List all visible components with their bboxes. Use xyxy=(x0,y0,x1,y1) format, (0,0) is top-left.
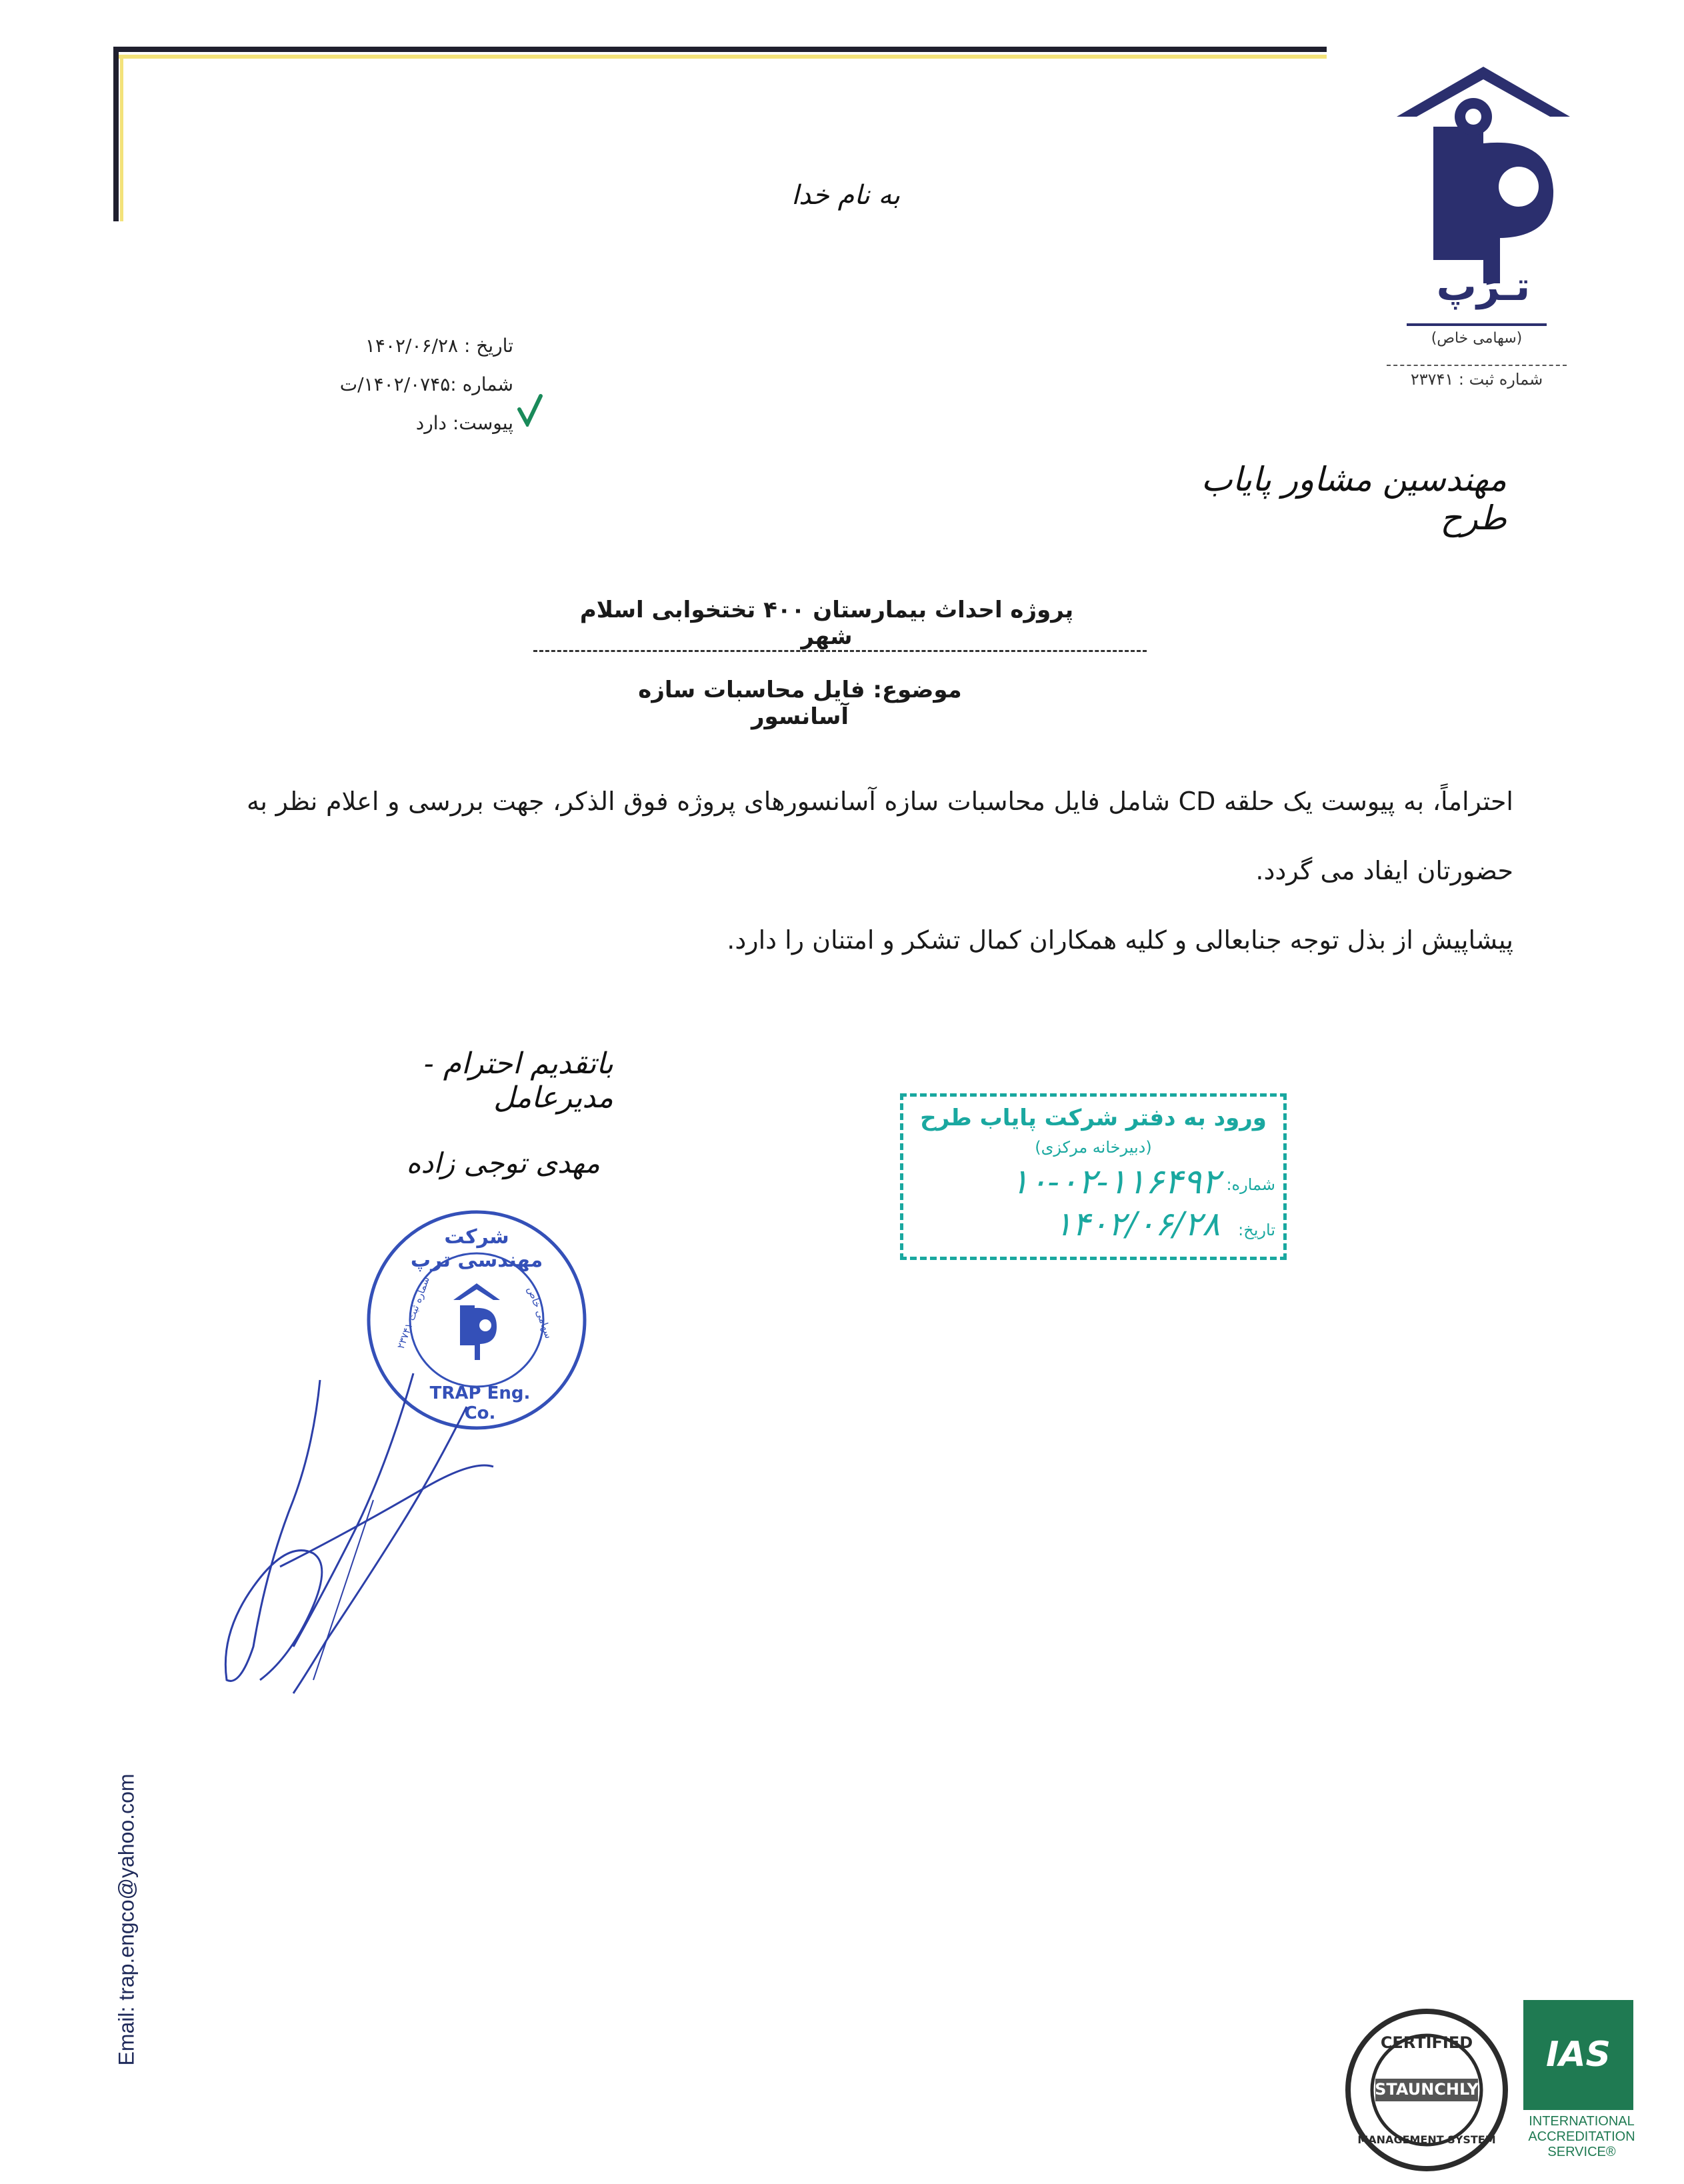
footer-email: Email: trap.engco@yahoo.com xyxy=(114,1773,139,2066)
logo-title: تـرَپ xyxy=(1436,263,1531,310)
ias-line-2: ACCREDITATION xyxy=(1528,2129,1635,2144)
cert-top-text: CERTIFIED xyxy=(1380,2033,1473,2052)
receipt-stamp-subtitle: (دبیرخانه مرکزی) xyxy=(1035,1138,1152,1157)
letterhead-border-yellow xyxy=(119,55,1327,59)
receipt-stamp-title: ورود به دفتر شرکت پایاب طرح xyxy=(920,1105,1267,1131)
certified-badge xyxy=(1343,2007,1510,2173)
trap-logo-mark xyxy=(1393,63,1573,283)
receipt-date-label: تاریخ: xyxy=(1238,1221,1275,1239)
seal-bottom-text: TRAP Eng. Co. xyxy=(429,1383,531,1423)
receipt-number-value: ۱۰-۰۲-۱۱۶۴۹۲ xyxy=(1010,1162,1220,1202)
closing-regards: باتقدیم احترام - مدیرعامل xyxy=(423,1047,613,1115)
letter-attachment: پیوست: دارد xyxy=(415,412,513,434)
letterhead-border-top xyxy=(113,47,1327,52)
ias-logo-text: IAS xyxy=(1545,2035,1611,2075)
receipt-stamp xyxy=(900,1093,1287,1260)
handwritten-signature xyxy=(213,1367,520,1700)
project-title: پروژه احداث بیمارستان ۴۰۰ تختخوابی اسلام شهر xyxy=(579,597,1074,650)
seal-side-right: شماره ثبت ۲۳۷۴۱ xyxy=(395,1275,432,1351)
letter-number: شماره :۱۴۰۲/۰۷۴۵/ت xyxy=(339,373,513,395)
letter-body xyxy=(247,767,1513,975)
title-divider xyxy=(533,650,1147,652)
ias-logo-box xyxy=(1523,2000,1633,2110)
checkmark-icon xyxy=(517,393,543,427)
receipt-number-label: شماره: xyxy=(1226,1175,1275,1194)
signer-name: مهدی توجی زاده xyxy=(406,1147,600,1179)
cert-bottom-text: MANAGEMENT SYSTEM xyxy=(1357,2133,1496,2146)
logo-company-type: (سهامی خاص) xyxy=(1431,330,1523,347)
invocation: به نام خدا xyxy=(791,180,900,211)
company-logo xyxy=(1393,63,1573,397)
ias-line-1: INTERNATIONAL xyxy=(1529,2114,1635,2129)
logo-underline xyxy=(1407,323,1547,326)
cert-middle-text: STAUNCHLY xyxy=(1375,2080,1479,2099)
ias-line-3: SERVICE® xyxy=(1547,2145,1616,2159)
letter-meta xyxy=(293,327,513,443)
seal-side-left: سهامی خاص xyxy=(525,1285,555,1341)
ias-badge xyxy=(1523,2000,1643,2180)
letterhead-border-left xyxy=(113,47,119,221)
receipt-date-value: ۱۴۰۲/۰۶/۲۸ xyxy=(1054,1205,1220,1243)
body-paragraph-2: پیشاپیش از بذل توجه جنابعالی و کلیه همکاران کمال تشکر و امتنان را دارد. xyxy=(727,925,1513,955)
body-paragraph-1: احتراماً، به پیوست یک حلقه CD شامل فایل محاسبات سازه آسانسورهای پروژه فوق الذکر، جهت بررسی و اعلام نظر به حضورتان ایفاد می گردد. xyxy=(247,787,1513,885)
logo-registration: شماره ثبت : ۲۳۷۴۱ xyxy=(1387,365,1567,389)
subject: موضوع: فایل محاسبات سازه آسانسور xyxy=(638,677,962,730)
seal-top-text: شرکت مهندسی ترپ xyxy=(410,1225,543,1272)
recipient: مهندسین مشاور پایاب طرح xyxy=(1201,460,1507,537)
letter-date: تاریخ : ۱۴۰۲/۰۶/۲۸ xyxy=(365,335,513,357)
letterhead-border-left-yellow xyxy=(120,57,123,221)
